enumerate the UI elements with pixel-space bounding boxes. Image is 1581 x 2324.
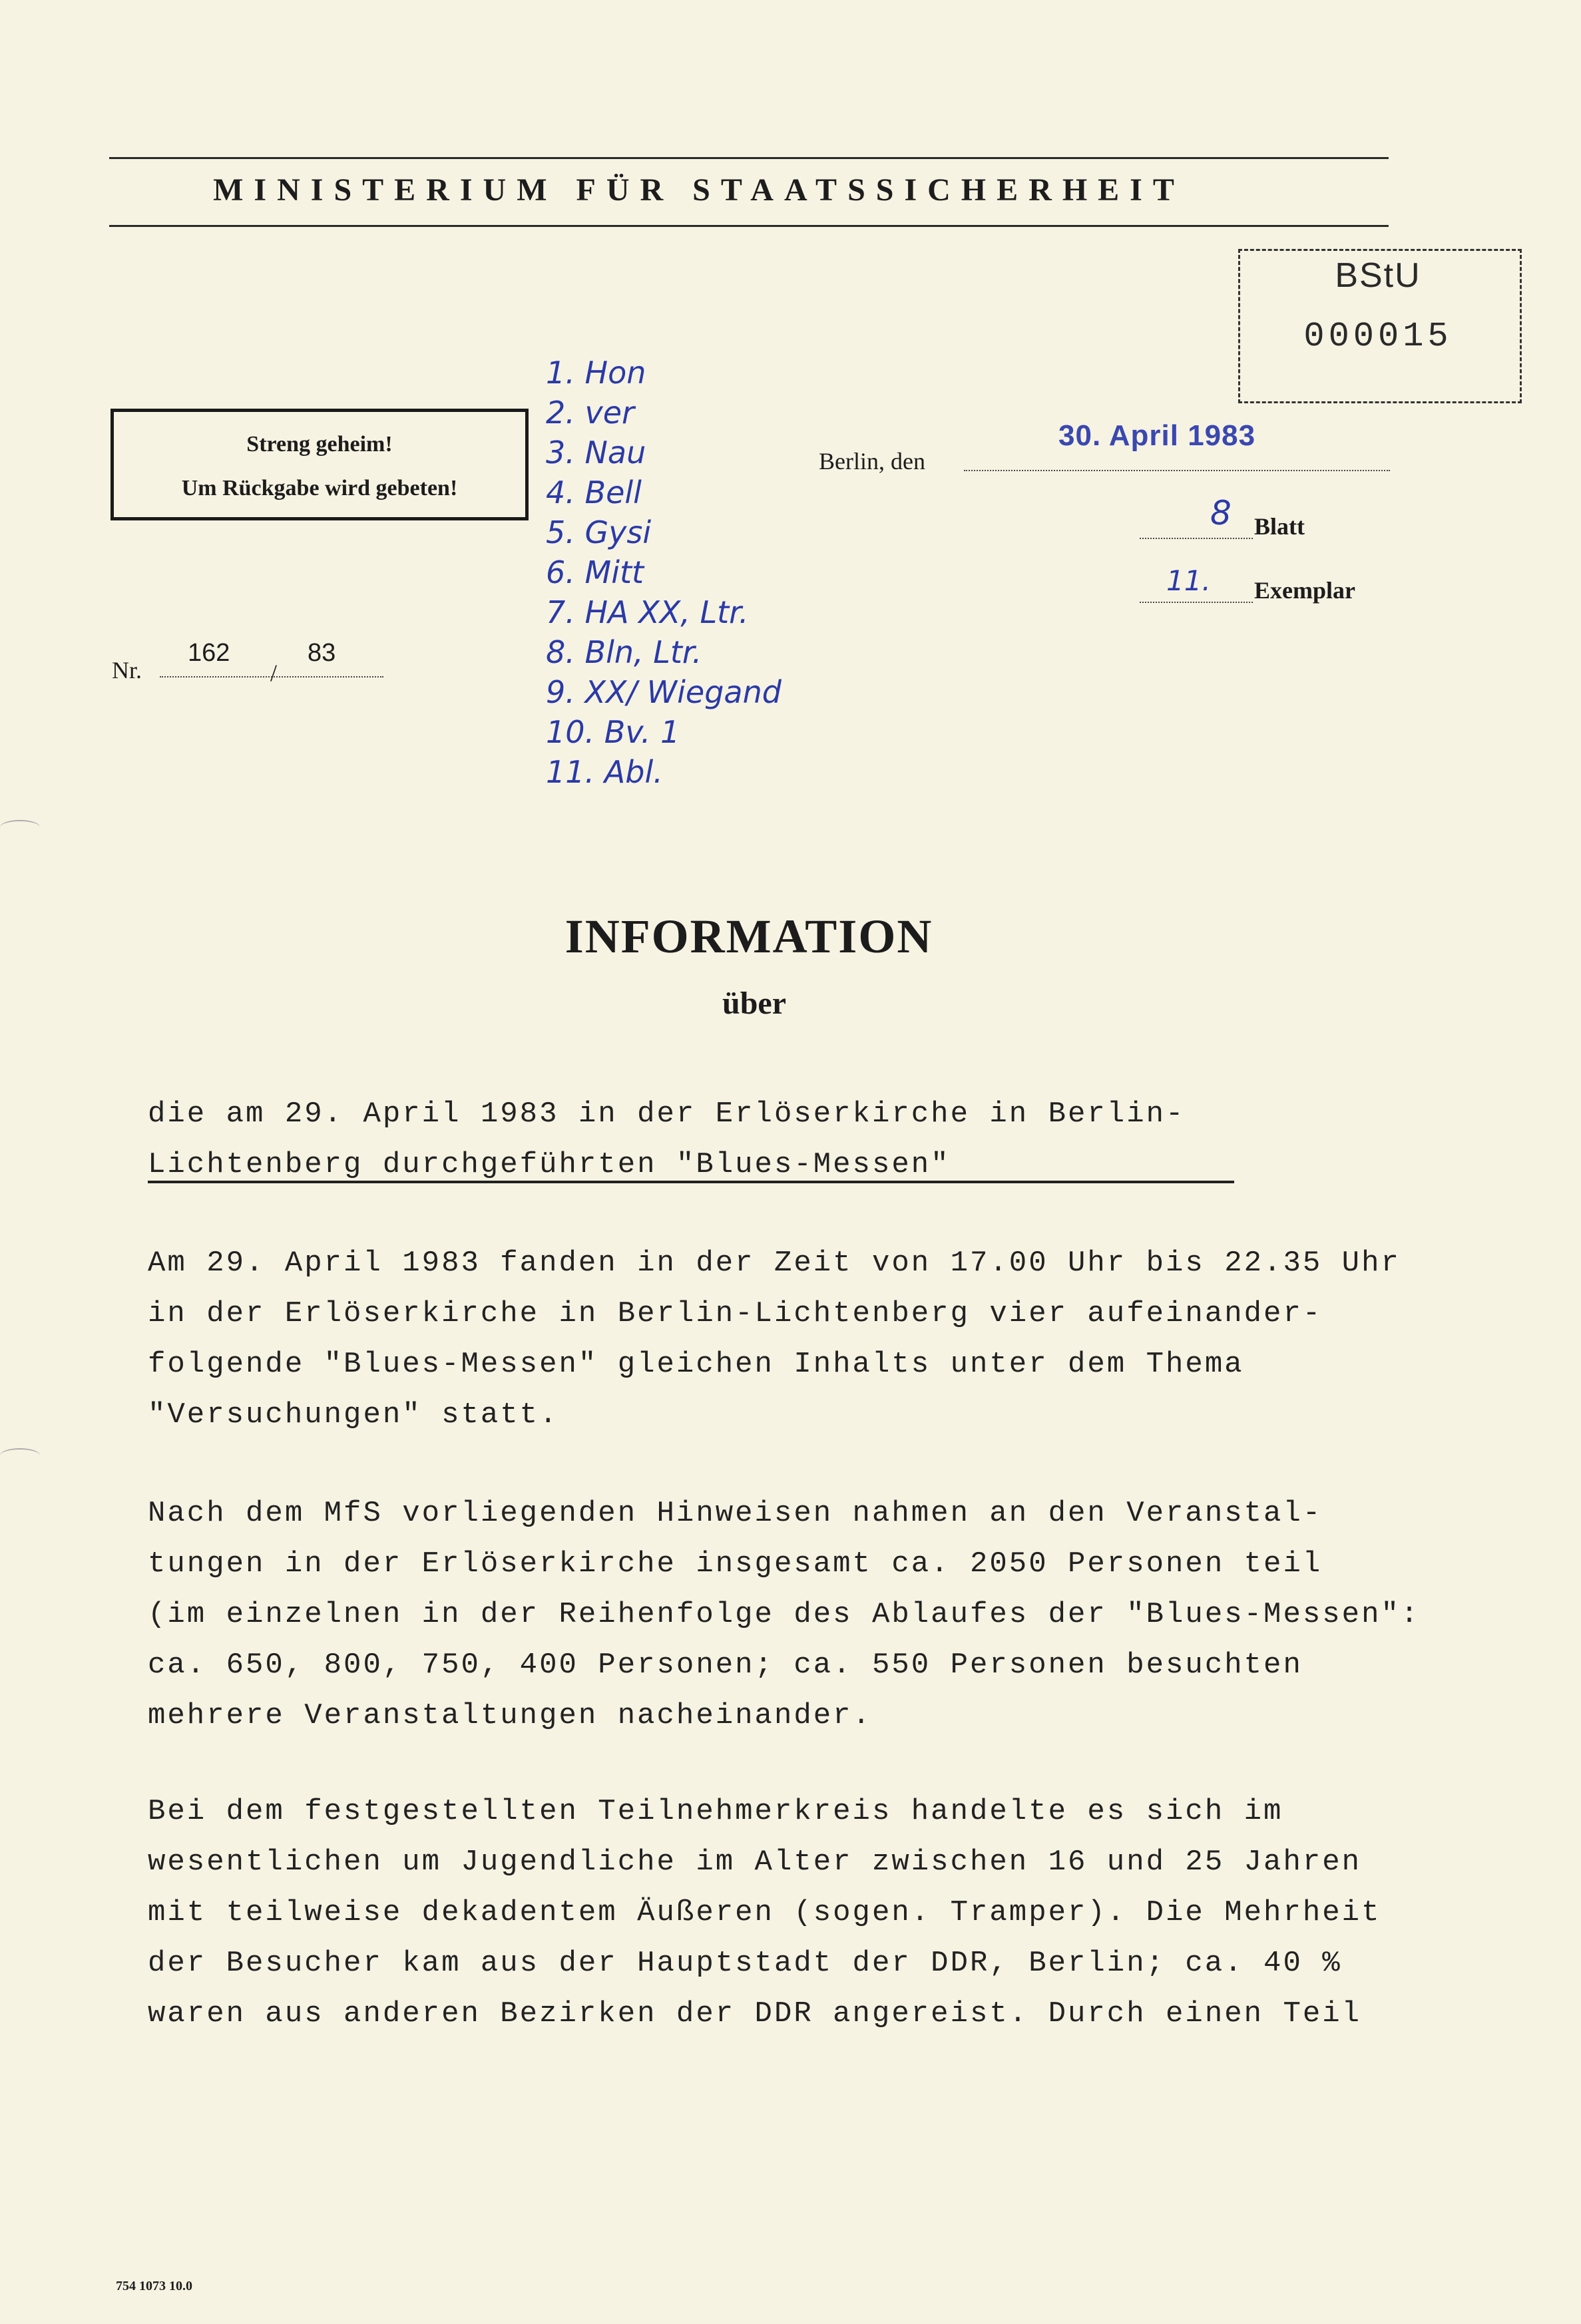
punch-hole-mark bbox=[0, 820, 40, 835]
sheet-count-label: Blatt bbox=[1254, 513, 1305, 540]
classification-line-1: Streng geheim! bbox=[246, 432, 393, 457]
distribution-item: 8. Bln, Ltr. bbox=[546, 634, 702, 670]
subject-line-1: die am 29. April 1983 in der Erlöserkirche in Berlin- bbox=[148, 1097, 1186, 1131]
classification-line-2: Um Rückgabe wird gebeten! bbox=[181, 476, 458, 500]
distribution-item: 7. HA XX, Ltr. bbox=[546, 594, 749, 630]
document-title: INFORMATION bbox=[565, 910, 933, 963]
copy-number-value: 11. bbox=[1166, 564, 1211, 597]
reference-dotted-line bbox=[160, 676, 383, 678]
body-paragraph-2: Nach dem MfS vorliegenden Hinweisen nahmen an den Veranstal- tungen in der Erlöserkirche insgesamt ca. 2050 Personen teil (im einzelnen in der Reihenfolge des Ablaufes der "Blues-Messen": ca. 650, 800, 750, 400 Personen; ca. 550 Personen besuchten mehrere Veranstaltungen nacheinander. bbox=[148, 1497, 1421, 1732]
distribution-item: 11. Abl. bbox=[546, 754, 663, 790]
date-stamp: 30. April 1983 bbox=[1058, 419, 1256, 452]
header-top-rule bbox=[109, 157, 1389, 159]
subject-block bbox=[148, 1089, 1266, 1190]
archive-stamp-label: BStU bbox=[1335, 256, 1421, 295]
distribution-item: 6. Mitt bbox=[546, 554, 644, 590]
sheet-count-value: 8 bbox=[1210, 494, 1232, 532]
header-bottom-rule bbox=[109, 225, 1389, 227]
subject-underline bbox=[148, 1181, 1234, 1183]
place-date-label: Berlin, den bbox=[819, 448, 925, 475]
distribution-item: 1. Hon bbox=[546, 355, 646, 391]
handwritten-distribution-list bbox=[546, 353, 782, 792]
distribution-item: 2. ver bbox=[546, 395, 634, 431]
body-paragraph-1: Am 29. April 1983 fanden in der Zeit von 17.00 Uhr bis 22.35 Uhr in der Erlöserkirche in Berlin-Lichtenberg vier aufeinander- folgende "Blues-Messen" gleichen Inhalts unter dem Thema "Versuchungen" statt. bbox=[148, 1247, 1401, 1432]
copy-number-line bbox=[1140, 602, 1253, 603]
date-dotted-line bbox=[964, 470, 1390, 471]
distribution-item: 3. Nau bbox=[546, 435, 646, 471]
archive-stamp-number: 000015 bbox=[1303, 317, 1453, 356]
body-paragraph-3: Bei dem festgestellten Teilnehmerkreis handelte es sich im wesentlichen um Jugendliche im Alter zwischen 16 und 25 Jahren mit teilweise dekadentem Äußeren (sogen. Tramper). Die Mehrheit der Besucher kam aus der Hauptstadt der DDR, Berlin; ca. 40 % waren aus anderen Bezirken der DDR angereist. Durch einen Teil bbox=[148, 1795, 1381, 2031]
punch-hole-mark bbox=[0, 1448, 40, 1463]
ministry-heading: MINISTERIUM FÜR STAATSSICHERHEIT bbox=[213, 172, 1185, 208]
classification-box bbox=[111, 409, 529, 520]
distribution-item: 9. XX/ Wiegand bbox=[546, 674, 782, 710]
reference-label: Nr. bbox=[112, 657, 142, 683]
sheet-count-line bbox=[1140, 538, 1253, 539]
document-subtitle: über bbox=[722, 986, 786, 1021]
copy-number-label: Exemplar bbox=[1254, 577, 1355, 604]
form-number-footer: 754 1073 10.0 bbox=[116, 2279, 192, 2293]
reference-year: 83 bbox=[308, 639, 336, 667]
distribution-item: 4. Bell bbox=[546, 475, 642, 510]
distribution-item: 10. Bv. 1 bbox=[546, 714, 680, 750]
distribution-item: 5. Gysi bbox=[546, 514, 652, 550]
reference-number: 162 bbox=[188, 639, 230, 667]
reference-slash: / bbox=[270, 660, 278, 686]
subject-line-2: Lichtenberg durchgeführten "Blues-Messen" bbox=[148, 1148, 951, 1181]
